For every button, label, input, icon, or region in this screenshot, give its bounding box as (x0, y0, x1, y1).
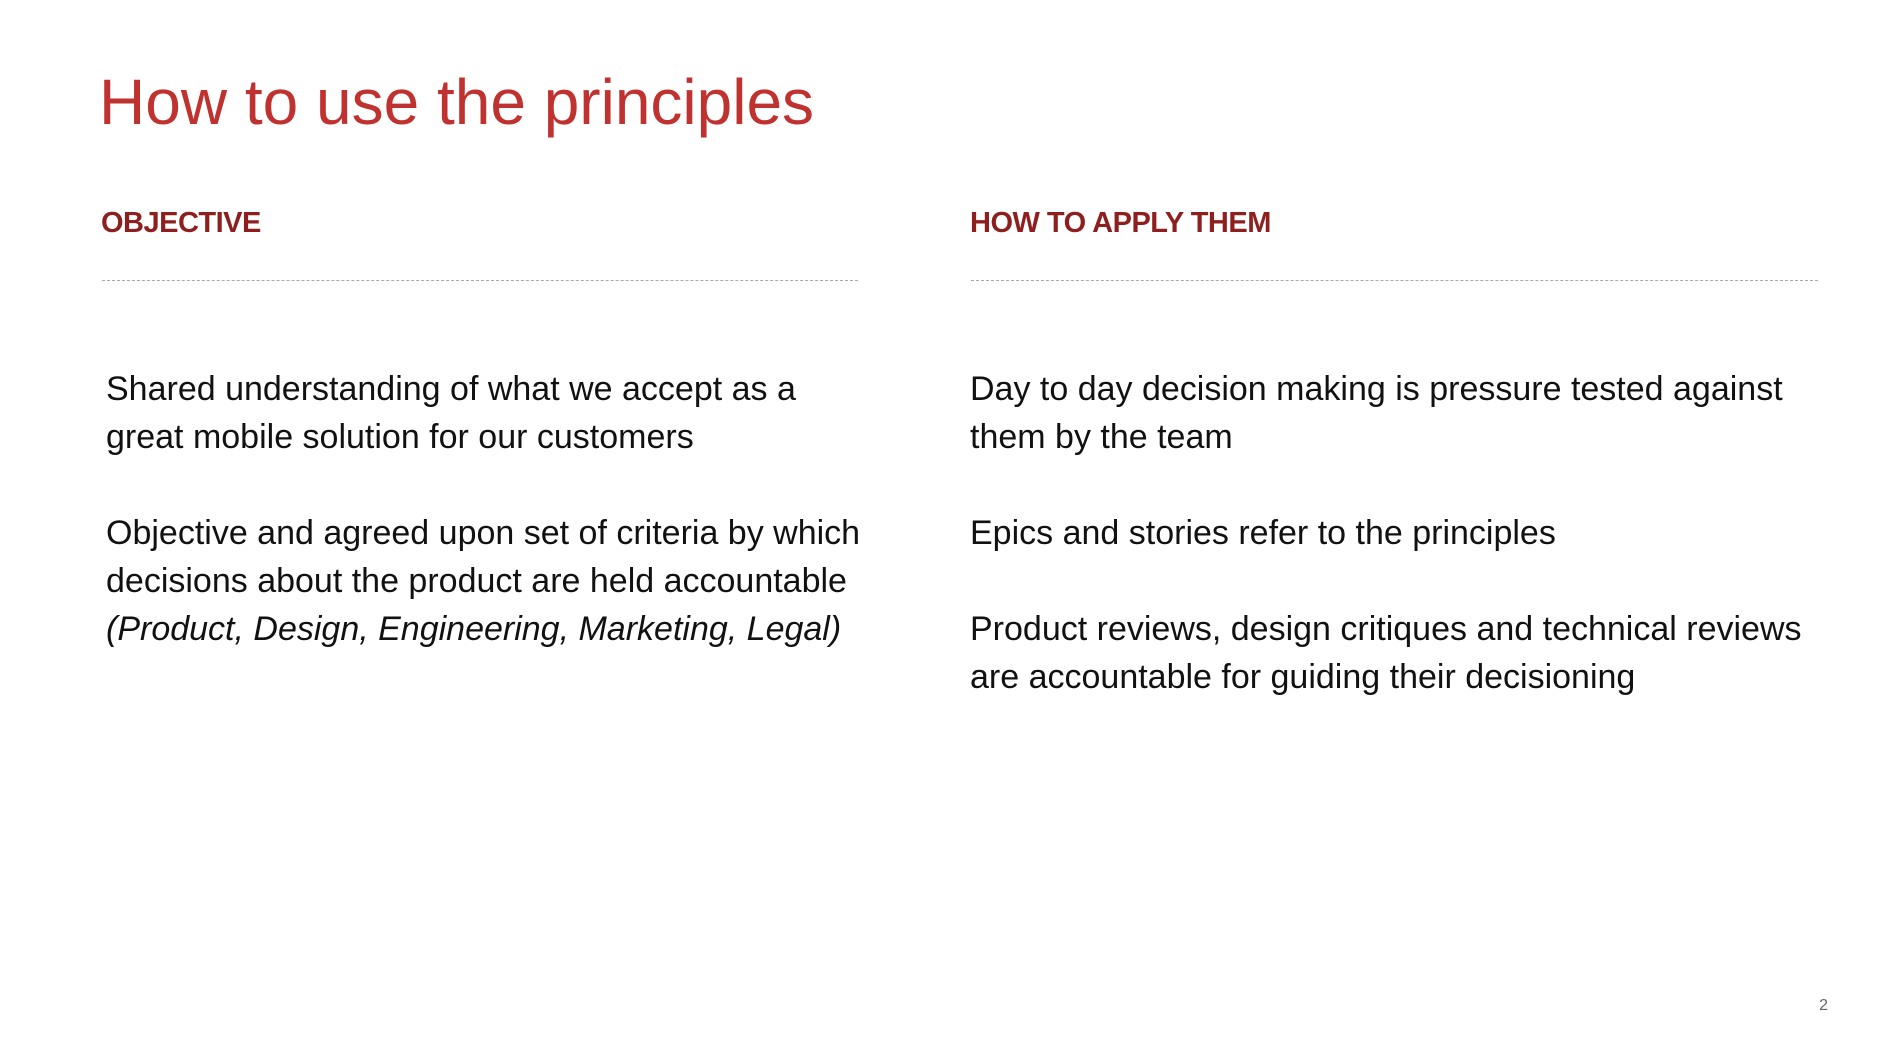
how-to-apply-paragraph-2: Epics and stories refer to the principles (970, 514, 1556, 552)
objective-heading: OBJECTIVE (101, 207, 261, 239)
how-to-apply-paragraph-1: Day to day decision making is pressure tested against them by the team (970, 370, 1783, 456)
objective-paragraph-2 (106, 509, 861, 653)
how-to-apply-column (970, 205, 1820, 696)
objective-paragraph-2-text: Objective and agreed upon set of criteria by which decisions about the product are held accountable (106, 514, 861, 600)
objective-divider (102, 280, 858, 281)
page-number: 2 (1819, 997, 1828, 1014)
how-to-apply-body (970, 365, 1820, 749)
slide-title: How to use the principles (99, 66, 815, 138)
objective-body (106, 365, 861, 701)
objective-column (101, 205, 861, 648)
how-to-apply-divider (971, 280, 1818, 281)
objective-paragraph-2-italic: (Product, Design, Engineering, Marketing, Legal) (106, 610, 842, 648)
how-to-apply-paragraph-3: Product reviews, design critiques and technical reviews are accountable for guiding their decisioning (970, 610, 1802, 696)
how-to-apply-heading: HOW TO APPLY THEM (970, 207, 1271, 239)
objective-paragraph-1: Shared understanding of what we accept as a great mobile solution for our customers (106, 370, 796, 456)
